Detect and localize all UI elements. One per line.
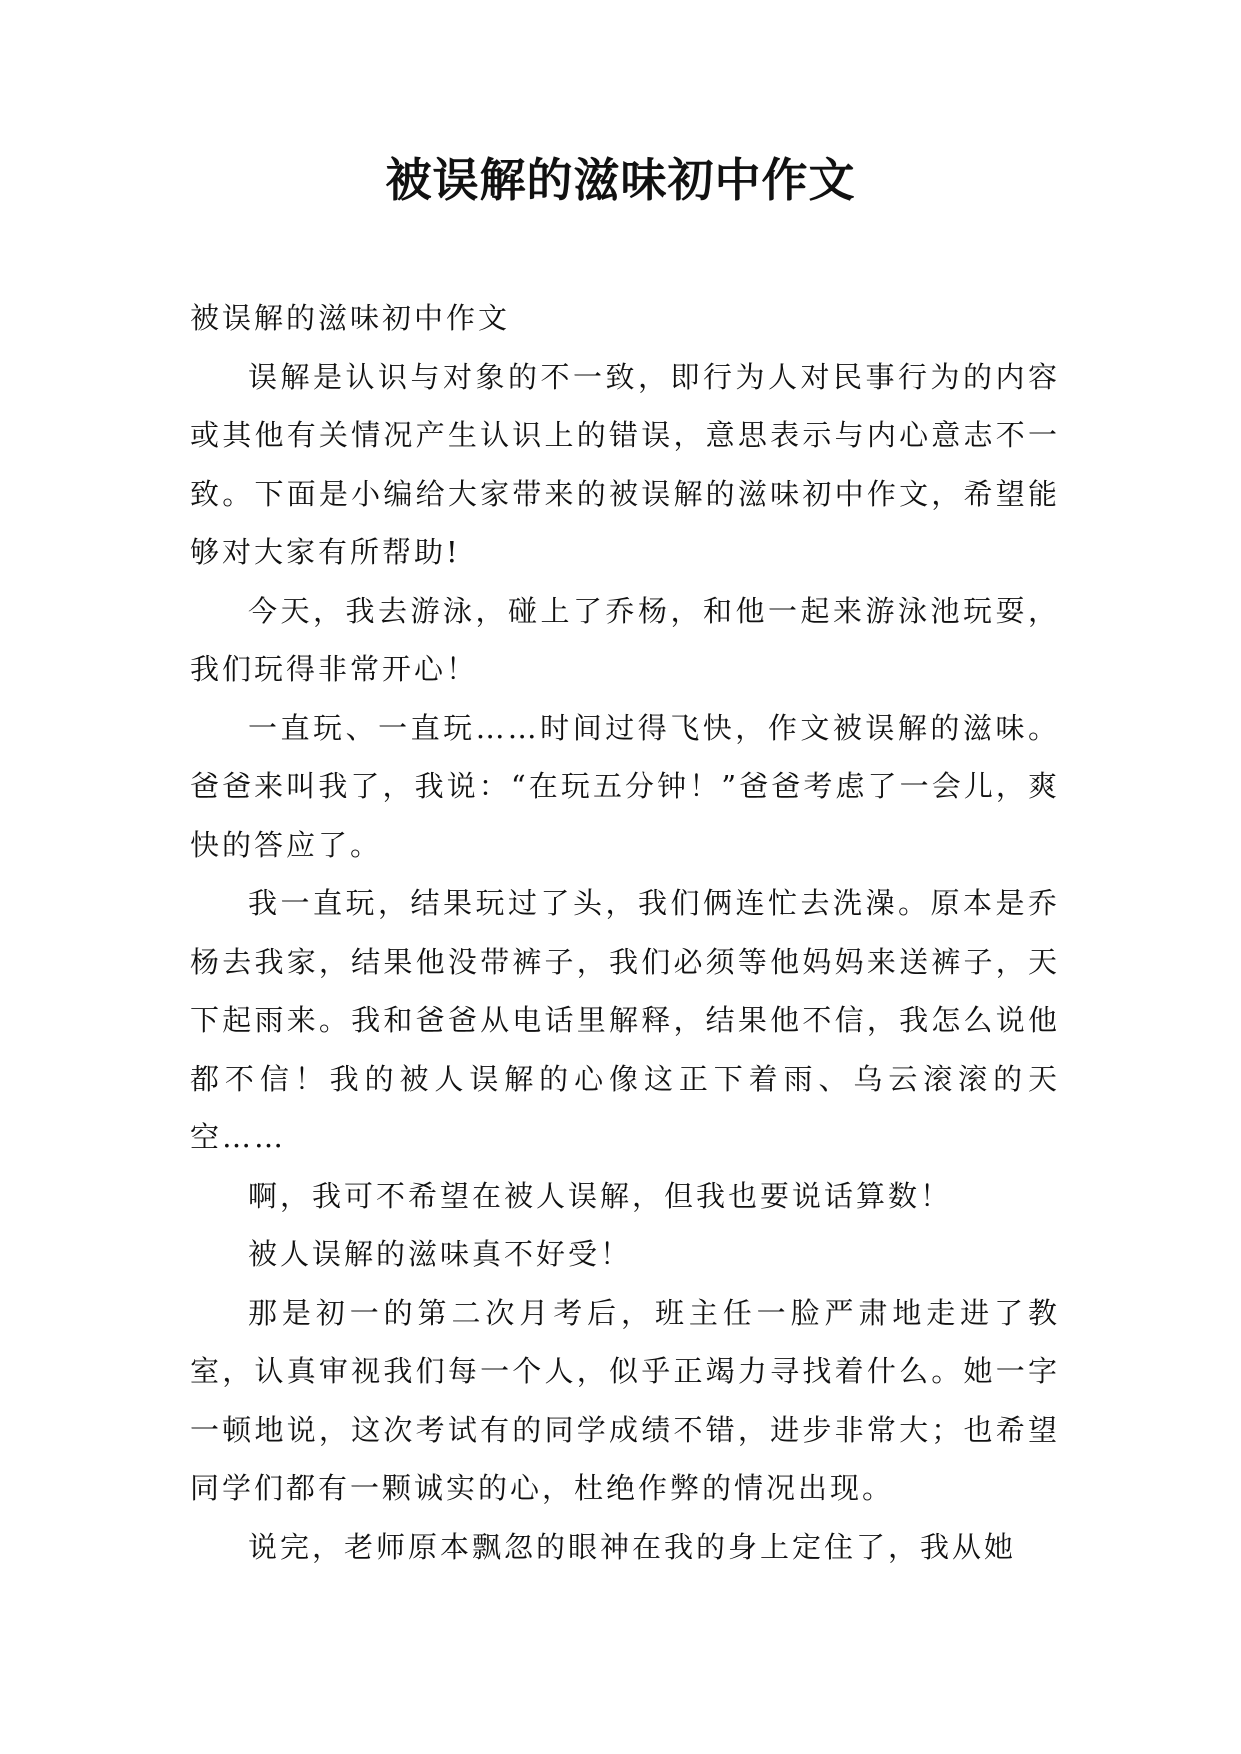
- document-body: [190, 289, 1060, 1576]
- paragraph: 被人误解的滋味真不好受！: [248, 1237, 633, 1271]
- paragraph: 啊，我可不希望在被人误解，但我也要说话算数！: [248, 1178, 953, 1213]
- paragraph: 今天，我去游泳，碰上了乔杨，和他一起来游泳池玩耍，我们玩得非常开心！: [190, 593, 1060, 686]
- paragraph: 说完，老师原本飘忽的眼神在我的身上定住了，我从她: [248, 1529, 1017, 1564]
- paragraph: 那是初一的第二次月考后，班主任一脸严肃地走进了教室，认真审视我们每一个人，似乎正竭力寻找着什么。她一字一顿地说，这次考试有的同学成绩不错，进步非常大；也希望同学们都有一颗诚实的心，杜绝作弊的情况出现。: [190, 1295, 1060, 1505]
- paragraph: 一直玩、一直玩……时间过得飞快，作文被误解的滋味。爸爸来叫我了，我说：“在玩五分钟！”爸爸考虑了一会儿，爽快的答应了。: [190, 710, 1060, 862]
- document-subtitle: 被误解的滋味初中作文: [190, 301, 511, 335]
- paragraph: 我一直玩，结果玩过了头，我们俩连忙去洗澡。原本是乔杨去我家，结果他没带裤子，我们必须等他妈妈来送裤子，天下起雨来。我和爸爸从电话里解释，结果他不信，我怎么说他都不信！我的被人误解的心像这正下着雨、乌云滚滚的天空……: [190, 886, 1060, 1154]
- paragraph-intro: 误解是认识与对象的不一致，即行为人对民事行为的内容或其他有关情况产生认识上的错误，意思表示与内心意志不一致。下面是小编给大家带来的被误解的滋味初中作文，希望能够对大家有所帮助!: [190, 359, 1060, 569]
- document-title: 被误解的滋味初中作文: [385, 153, 856, 207]
